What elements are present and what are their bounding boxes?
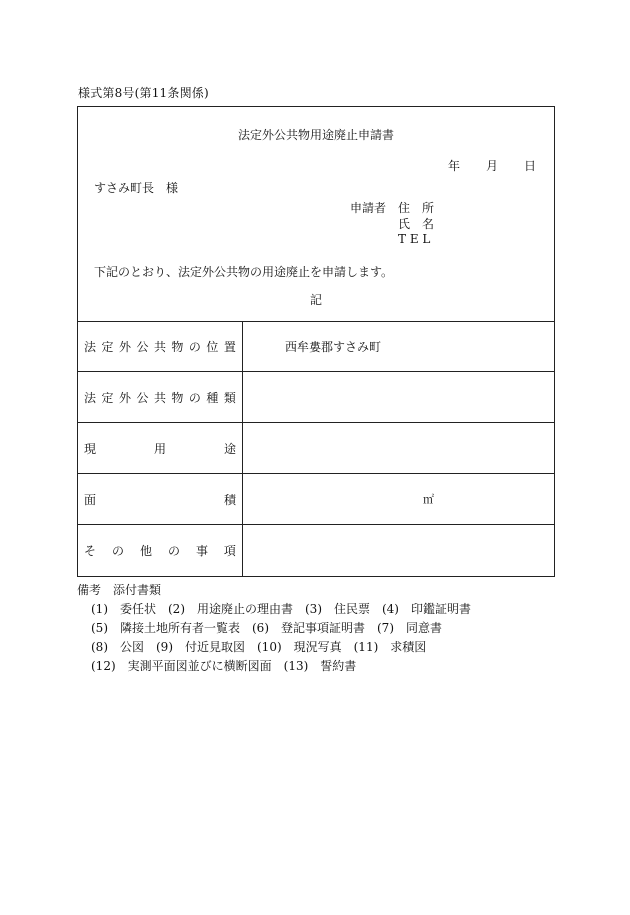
form-number: 様式第8号(第11条関係) <box>78 86 209 100</box>
document-title: 法定外公共物用途廃止申請書 <box>237 128 394 142</box>
value-current-use[interactable] <box>243 423 554 473</box>
label-location: 法 定 外 公 共 物 の 位 置 <box>78 321 243 371</box>
label-other: そ の 他 の 事 項 <box>78 525 243 576</box>
date-line <box>448 157 536 174</box>
notes-heading: 備考 添付書類 <box>77 583 162 597</box>
notes-line: (5) 隣接土地所有者一覧表 (6) 登記事項証明書 (7) 同意書 <box>91 621 442 635</box>
application-form-frame <box>77 106 555 577</box>
applicant-block <box>350 201 434 248</box>
notes-line: (8) 公図 (9) 付近見取図 (10) 現況写真 (11) 求積図 <box>91 640 427 654</box>
applicant-tel-label: T E L <box>398 232 431 246</box>
request-statement: 下記のとおり、法定外公共物の用途廃止を申請します。 <box>94 265 394 279</box>
notes-line: (1) 委任状 (2) 用途廃止の理由書 (3) 住民票 (4) 印鑑証明書 <box>91 602 471 616</box>
table-row-area <box>78 474 554 525</box>
ki-heading: 記 <box>309 293 322 307</box>
notes-line: (12) 実測平面図並びに横断図面 (13) 誓約書 <box>91 659 357 673</box>
table-row-current-use <box>78 423 554 474</box>
value-location[interactable]: 西牟婁郡すさみ町 <box>285 339 382 354</box>
date-year-label: 年 <box>447 159 460 173</box>
applicant-role: 申請者 <box>350 201 387 215</box>
applicant-address-label: 住 所 <box>398 201 435 215</box>
table-row-other <box>78 525 554 576</box>
applicant-name-label: 氏 名 <box>398 216 435 231</box>
value-type[interactable] <box>243 372 554 422</box>
label-type: 法 定 外 公 共 物 の 種 類 <box>78 372 243 422</box>
label-current-use: 現 用 途 <box>78 423 243 473</box>
table-row-type <box>78 372 554 423</box>
notes-section <box>77 581 471 676</box>
value-other[interactable] <box>243 525 554 576</box>
date-month-label: 月 <box>485 159 498 173</box>
value-area-unit[interactable]: ㎡ <box>423 493 434 506</box>
table-row-location <box>78 321 554 372</box>
label-area: 面 積 <box>78 474 243 524</box>
date-day-label: 日 <box>523 159 536 173</box>
form-header-area <box>78 107 554 322</box>
addressee: すさみ町長 様 <box>94 181 179 195</box>
